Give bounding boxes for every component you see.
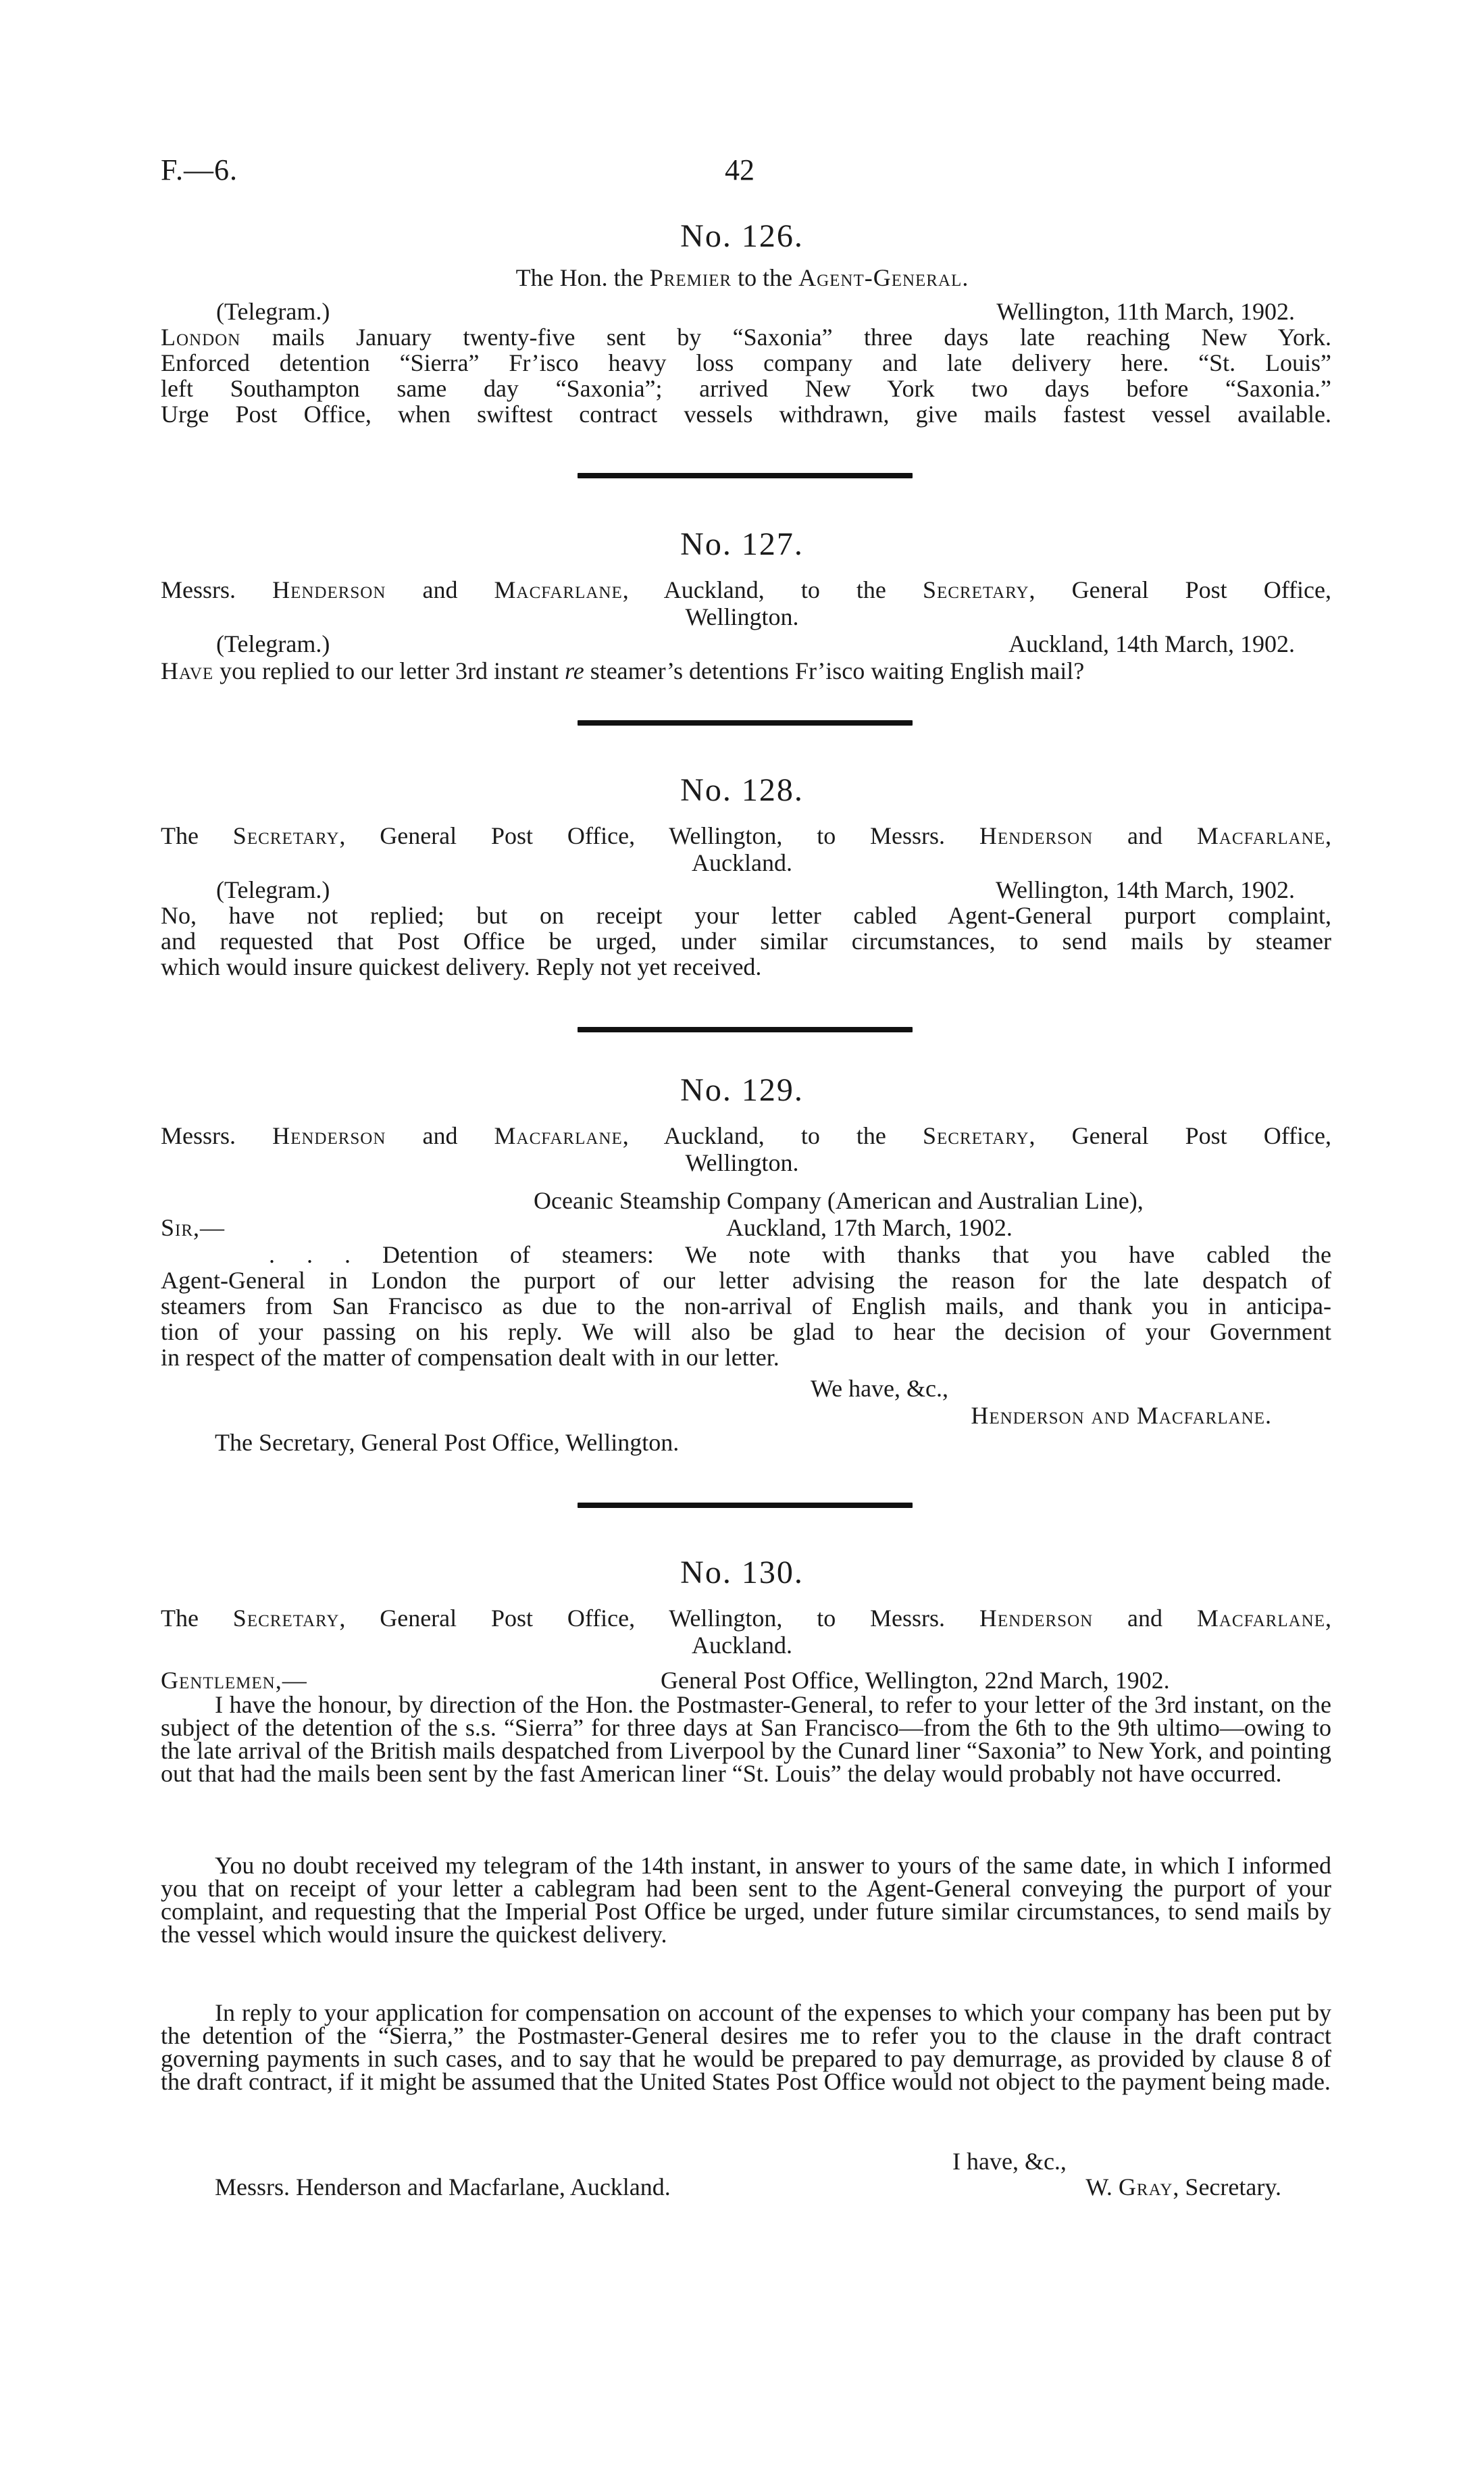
entry-127-body: Have you replied to our letter 3rd instant re steamer’s detentions Fr’isco waiting English mail? bbox=[161, 657, 1085, 684]
entry-number-126: No. 126. bbox=[680, 218, 804, 254]
section-divider bbox=[578, 1027, 913, 1032]
entry-130-place-date: General Post Office, Wellington, 22nd March, 1902. bbox=[661, 1667, 1170, 1694]
entry-130-addressee: Messrs. Henderson and Macfarlane, Auckland. bbox=[215, 2173, 671, 2200]
entry-127-title: Messrs. Henderson and Macfarlane, Auckland, to the Secretary, General Post Office, bbox=[161, 576, 1331, 603]
page-number: 42 bbox=[725, 153, 754, 186]
entry-130-title: The Secretary, General Post Office, Wellington, to Messrs. Henderson and Macfarlane, bbox=[161, 1605, 1331, 1632]
entry-number-128: No. 128. bbox=[680, 772, 804, 808]
section-divider bbox=[578, 1503, 913, 1508]
entry-129-organisation: Oceanic Steamship Company (American and Australian Line), bbox=[534, 1187, 1144, 1214]
series-reference: F.—6. bbox=[161, 153, 238, 186]
entry-127-title-cont: Wellington. bbox=[685, 603, 799, 630]
entry-129-closing: We have, &c., bbox=[811, 1375, 949, 1402]
entry-126-type: (Telegram.) bbox=[216, 298, 330, 325]
entry-128-line-2: and requested that Post Office be urged, under similar circumstances, to send mails by steamer bbox=[161, 928, 1331, 955]
entry-130-salutation: Gentlemen,— bbox=[161, 1667, 307, 1694]
entry-number-129: No. 129. bbox=[680, 1072, 804, 1108]
entry-128-line-1: No, have not replied; but on receipt your letter cabled Agent-General purport complaint, bbox=[161, 902, 1331, 929]
section-divider bbox=[578, 473, 913, 478]
entry-128-line-3: which would insure quickest delivery. Reply not yet received. bbox=[161, 953, 762, 980]
entry-127-place-date: Auckland, 14th March, 1902. bbox=[1008, 630, 1295, 657]
entry-130-paragraph-2: You no doubt received my telegram of the 14th instant, in answer to yours of the same date, in which I informed you that on receipt of your letter a cablegram had been sent to the Agent-General conveying the purport of your complaint, and requesting that the Imperial Post Office be urged, under future similar circumstances, to send mails by the vessel which would insure the quickest delivery. bbox=[161, 1852, 1331, 1948]
entry-130-closing: I have, &c., bbox=[952, 2148, 1067, 2175]
entry-128-title-cont: Auckland. bbox=[692, 849, 792, 876]
section-divider bbox=[578, 720, 913, 726]
entry-129-line-4: tion of your passing on his reply. We will also be glad to hear the decision of your Government bbox=[161, 1318, 1331, 1345]
entry-127-type: (Telegram.) bbox=[216, 630, 330, 657]
entry-number-127: No. 127. bbox=[680, 526, 804, 562]
entry-129-line-3: steamers from San Francisco as due to the non-arrival of English mails, and thank you in anticipa- bbox=[161, 1292, 1331, 1319]
entry-130-signature: W. Gray, Secretary. bbox=[1085, 2173, 1281, 2200]
entry-126-line-3: left Southampton same day “Saxonia”; arrived New York two days before “Saxonia.” bbox=[161, 375, 1331, 402]
entry-128-title: The Secretary, General Post Office, Wellington, to Messrs. Henderson and Macfarlane, bbox=[161, 822, 1331, 849]
entry-126-place-date: Wellington, 11th March, 1902. bbox=[996, 298, 1295, 325]
entry-129-line-1: . . . Detention of steamers: We note with thanks that you have cabled the bbox=[269, 1241, 1331, 1268]
entry-126-line-1: London mails January twenty-five sent by “Saxonia” three days late reaching New York. bbox=[161, 324, 1331, 351]
entry-126-line-4: Urge Post Office, when swiftest contract vessels withdrawn, give mails fastest vessel available. bbox=[161, 401, 1331, 428]
entry-128-place-date: Wellington, 14th March, 1902. bbox=[995, 876, 1295, 903]
entry-129-line-2: Agent-General in London the purport of our letter advising the reason for the late despatch of bbox=[161, 1267, 1331, 1294]
entry-130-paragraph-3: In reply to your application for compensation on account of the expenses to which your company has been put by the detention of the “Sierra,” the Postmaster-General desires me to refer you to the clause in the draft contract governing payments in such cases, and to say that he would be prepared to pay demurrage, as provided by clause 8 of the draft contract, if it might be assumed that the United States Post Office would not object to the payment being made. bbox=[161, 1999, 1331, 2095]
entry-130-paragraph-1: I have the honour, by direction of the Hon. the Postmaster-General, to refer to your letter of the 3rd instant, on the subject of the detention of the s.s. “Sierra” for three days at San Francisco—from the 6th to the 9th ultimo—owing to the late arrival of the British mails despatched from Liverpool by the Cunard liner “Saxonia” to New York, and pointing out that had the mails been sent by the fast American liner “St. Louis” the delay would probably not have occurred. bbox=[161, 1691, 1331, 1787]
entry-129-place-date: Auckland, 17th March, 1902. bbox=[726, 1214, 1013, 1241]
entry-129-title-cont: Wellington. bbox=[685, 1149, 799, 1176]
entry-129-signature: Henderson and Macfarlane. bbox=[971, 1402, 1272, 1429]
entry-129-salutation: Sir,— bbox=[161, 1214, 226, 1241]
entry-126-title: The Hon. the Premier to the Agent-General. bbox=[515, 264, 969, 291]
entry-126-line-2: Enforced detention “Sierra” Fr’isco heavy loss company and late delivery here. “St. Louis” bbox=[161, 349, 1331, 376]
entry-number-130: No. 130. bbox=[680, 1555, 804, 1590]
entry-129-title: Messrs. Henderson and Macfarlane, Auckland, to the Secretary, General Post Office, bbox=[161, 1122, 1331, 1149]
entry-128-type: (Telegram.) bbox=[216, 876, 330, 903]
entry-129-line-5: in respect of the matter of compensation dealt with in our letter. bbox=[161, 1344, 779, 1371]
entry-129-addressee: The Secretary, General Post Office, Wellington. bbox=[215, 1429, 680, 1456]
entry-130-title-cont: Auckland. bbox=[692, 1632, 792, 1659]
